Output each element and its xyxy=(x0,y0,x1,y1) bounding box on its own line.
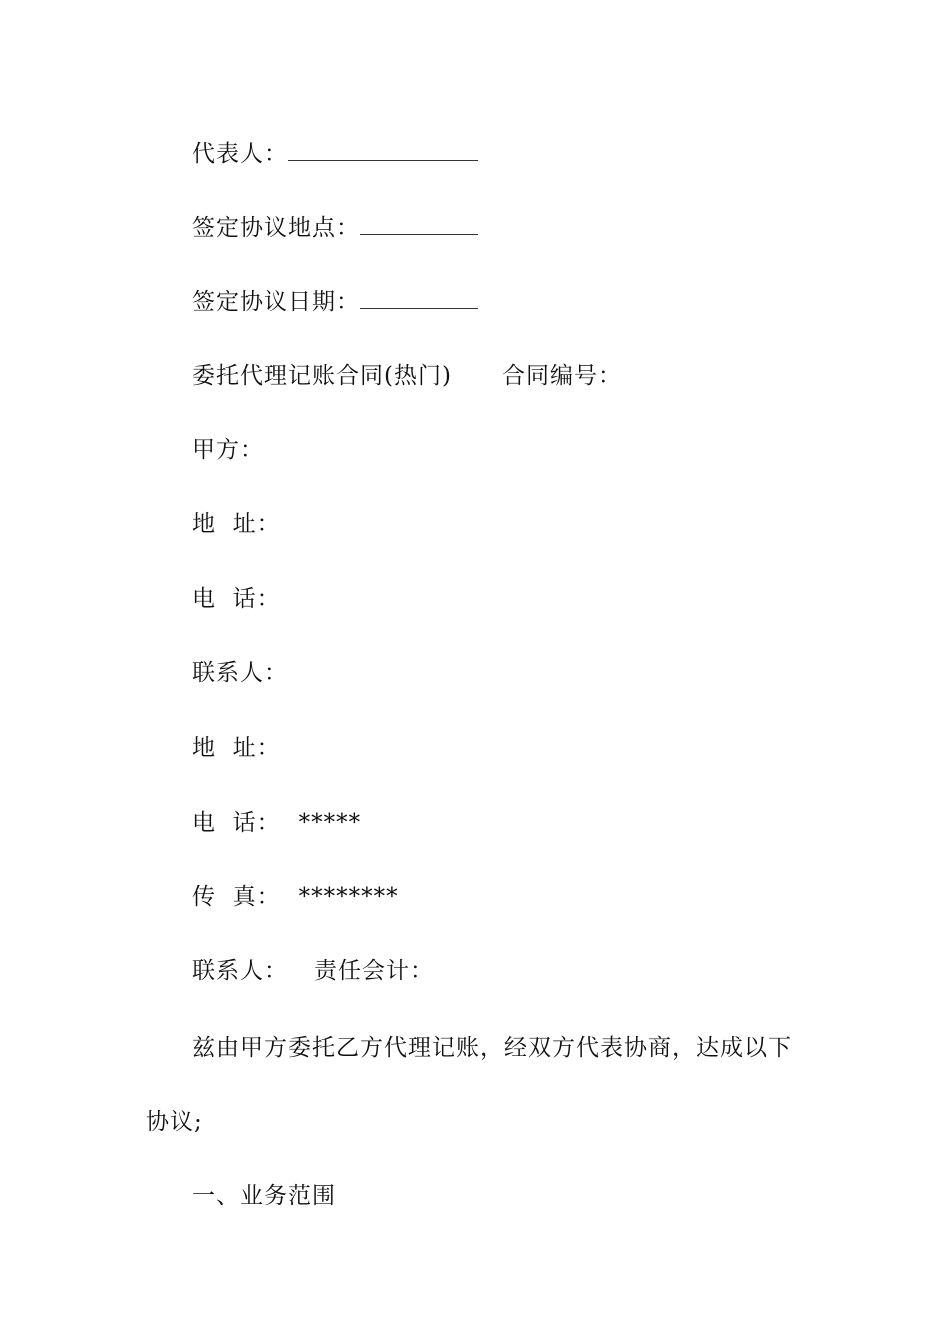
sign-date-line xyxy=(192,286,478,317)
representative-label: 代表人： xyxy=(192,141,288,167)
party-a-label: 甲方： xyxy=(192,437,264,463)
representative-blank xyxy=(288,138,478,161)
phone2-label: 电 话： xyxy=(192,810,281,836)
phone1-label: 电 话： xyxy=(192,586,281,612)
sign-place-line xyxy=(192,212,478,243)
accountant-label: 责任会计： xyxy=(314,958,434,984)
sign-date-blank xyxy=(360,286,478,309)
contact1-line xyxy=(192,658,288,688)
contract-title: 委托代理记账合同(热门) xyxy=(192,363,452,389)
fax-label: 传 真： xyxy=(192,884,281,910)
contact1-label: 联系人： xyxy=(192,660,288,686)
address1-label: 地 址： xyxy=(192,511,281,537)
representative-line xyxy=(192,138,478,169)
phone2-value: ***** xyxy=(298,810,362,836)
contact2-label: 联系人： xyxy=(192,958,288,984)
address2-label: 地 址： xyxy=(192,735,281,761)
contract-no-label: 合同编号： xyxy=(501,363,622,389)
phone2-line xyxy=(192,808,361,838)
contact2-line xyxy=(192,956,434,986)
sign-place-label: 签定协议地点： xyxy=(192,215,360,241)
address2-line xyxy=(192,733,281,763)
fax-value: ******** xyxy=(298,884,399,910)
address1-line xyxy=(192,509,281,539)
section1-heading: 一、业务范围 xyxy=(192,1183,336,1209)
intro-paragraph-line1: 兹由甲方委托乙方代理记账，经双方代表协商，达成以下 xyxy=(192,1035,792,1061)
sign-date-label: 签定协议日期： xyxy=(192,289,360,315)
contract-title-line xyxy=(192,361,622,391)
phone1-line xyxy=(192,584,281,614)
sign-place-blank xyxy=(360,212,478,235)
intro-paragraph-line2: 协议; xyxy=(146,1109,203,1135)
party-a-line xyxy=(192,435,264,465)
fax-line xyxy=(192,882,399,912)
